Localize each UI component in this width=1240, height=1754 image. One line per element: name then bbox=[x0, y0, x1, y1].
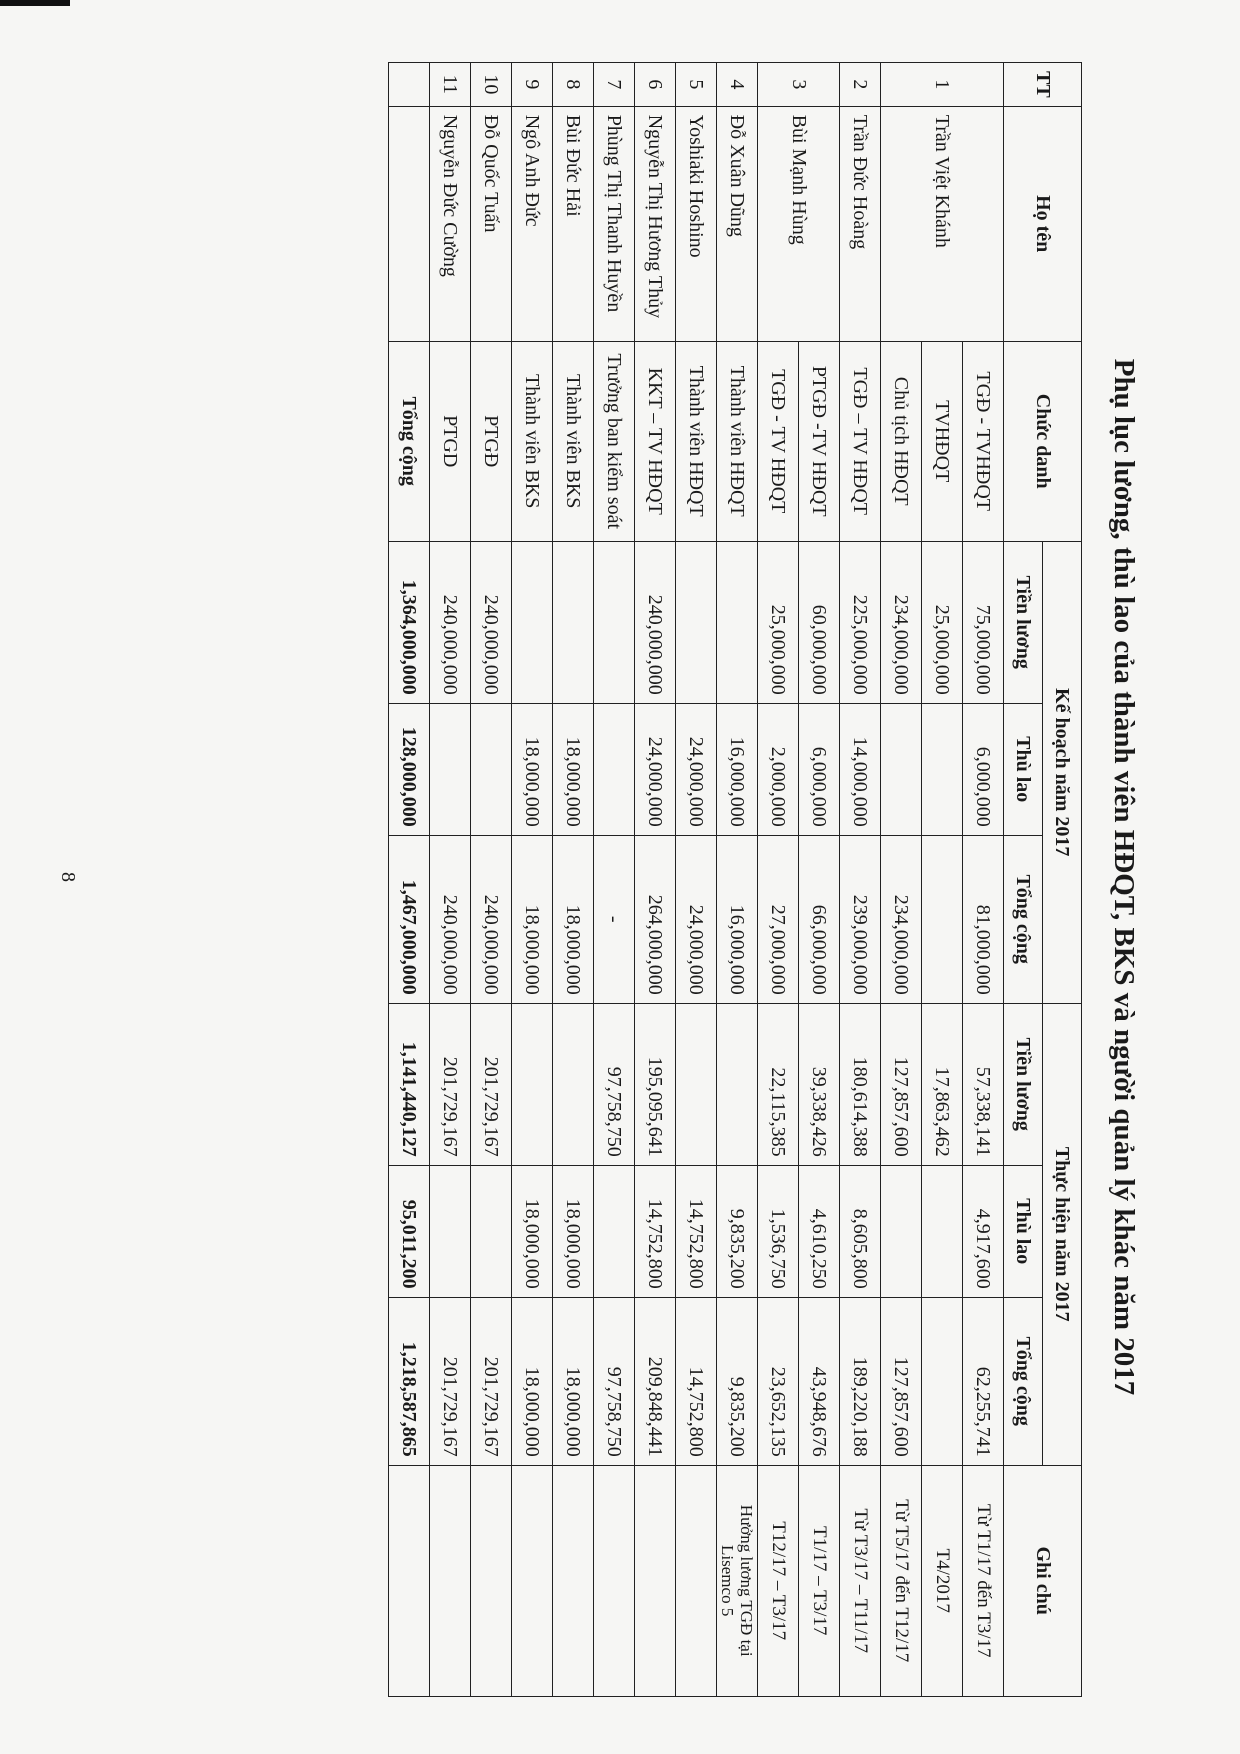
total-plan-salary: 1,364,000,000 bbox=[389, 541, 430, 703]
plan-salary-cell bbox=[594, 541, 635, 703]
plan-remuneration-cell: 18,000,000 bbox=[512, 703, 553, 835]
actual-remuneration-cell: 8,605,800 bbox=[840, 1165, 881, 1297]
row-name: Ngô Anh Đức bbox=[512, 106, 553, 341]
plan-remuneration-cell: 6,000,000 bbox=[799, 703, 840, 835]
plan-salary-cell: 234,000,000 bbox=[881, 541, 922, 703]
actual-salary-cell bbox=[553, 1003, 594, 1165]
plan-total-cell: 264,000,000 bbox=[635, 835, 676, 1003]
plan-remuneration-cell: 2,000,000 bbox=[758, 703, 799, 835]
page-title: Phụ lục lương, thù lao của thành viên HĐQT, BKS và người quản lý khác năm 2017 bbox=[1108, 358, 1140, 1396]
plan-total-cell: 18,000,000 bbox=[553, 835, 594, 1003]
plan-salary-cell: 60,000,000 bbox=[799, 541, 840, 703]
plan-salary-cell: 240,000,000 bbox=[471, 541, 512, 703]
col-tt-header: TT bbox=[1004, 63, 1082, 107]
table-row bbox=[840, 63, 881, 1697]
actual-total-cell: 18,000,000 bbox=[553, 1297, 594, 1465]
note-cell bbox=[430, 1465, 471, 1696]
actual-salary-cell: 97,758,750 bbox=[594, 1003, 635, 1165]
actual-total-cell: 43,948,676 bbox=[799, 1297, 840, 1465]
total-label: Tổng cộng bbox=[389, 341, 430, 541]
total-name-empty bbox=[389, 106, 430, 341]
actual-total-cell bbox=[922, 1297, 963, 1465]
actual-salary-cell bbox=[512, 1003, 553, 1165]
actual-total-cell: 9,835,200 bbox=[717, 1297, 758, 1465]
actual-salary-cell: 127,857,600 bbox=[881, 1003, 922, 1165]
plan-salary-cell: 75,000,000 bbox=[963, 541, 1004, 703]
plan-total-cell bbox=[922, 835, 963, 1003]
actual-remuneration-cell bbox=[594, 1165, 635, 1297]
note-cell bbox=[676, 1465, 717, 1696]
actual-salary-cell: 201,729,167 bbox=[471, 1003, 512, 1165]
row-position: Trưởng ban kiểm soát bbox=[594, 341, 635, 541]
row-tt: 1 bbox=[881, 63, 1004, 107]
row-position: Chủ tịch HĐQT bbox=[881, 341, 922, 541]
plan-remuneration-cell: 14,000,000 bbox=[840, 703, 881, 835]
plan-salary-cell: 240,000,000 bbox=[430, 541, 471, 703]
table-row bbox=[512, 63, 553, 1697]
actual-total-cell: 23,652,135 bbox=[758, 1297, 799, 1465]
plan-salary-cell: 240,000,000 bbox=[635, 541, 676, 703]
plan-remuneration-cell bbox=[430, 703, 471, 835]
note-cell: T12/17 – T3/17 bbox=[758, 1465, 799, 1696]
row-position: TVHĐQT bbox=[922, 341, 963, 541]
row-name: Đỗ Quốc Tuấn bbox=[471, 106, 512, 341]
actual-total-cell: 201,729,167 bbox=[430, 1297, 471, 1465]
actual-total-cell: 201,729,167 bbox=[471, 1297, 512, 1465]
plan-total-cell: 27,000,000 bbox=[758, 835, 799, 1003]
table-row bbox=[430, 63, 471, 1697]
header-row-1 bbox=[1043, 63, 1082, 1697]
total-actual-total: 1,218,587,865 bbox=[389, 1297, 430, 1465]
actual-remuneration-cell: 4,610,250 bbox=[799, 1165, 840, 1297]
row-tt: 4 bbox=[717, 63, 758, 107]
actual-salary-cell: 39,338,426 bbox=[799, 1003, 840, 1165]
row-tt: 7 bbox=[594, 63, 635, 107]
actual-remuneration-cell bbox=[922, 1165, 963, 1297]
col-note-header: Ghi chú bbox=[1004, 1465, 1082, 1696]
page-number: 8 bbox=[57, 872, 79, 882]
row-tt: 10 bbox=[471, 63, 512, 107]
row-name: Trần Việt Khánh bbox=[881, 106, 1004, 341]
plan-total-cell: 239,000,000 bbox=[840, 835, 881, 1003]
note-cell bbox=[512, 1465, 553, 1696]
row-tt: 6 bbox=[635, 63, 676, 107]
plan-total-cell: 24,000,000 bbox=[676, 835, 717, 1003]
salary-table bbox=[388, 62, 1082, 1697]
note-cell: Hưởng lương TGĐ tại Lisemco 5 bbox=[717, 1465, 758, 1696]
actual-salary-cell: 57,338,141 bbox=[963, 1003, 1004, 1165]
plan-remuneration-cell bbox=[471, 703, 512, 835]
plan-salary-cell bbox=[512, 541, 553, 703]
note-cell: T1/17 – T3/17 bbox=[799, 1465, 840, 1696]
actual-remuneration-cell: 9,835,200 bbox=[717, 1165, 758, 1297]
actual-remuneration-cell bbox=[430, 1165, 471, 1297]
note-cell: Từ T1/17 đến T3/17 bbox=[963, 1465, 1004, 1696]
row-name: Yoshiaki Hoshino bbox=[676, 106, 717, 341]
note-cell: Từ T5/17 đến T12/17 bbox=[881, 1465, 922, 1696]
row-name: Bùi Đức Hải bbox=[553, 106, 594, 341]
total-actual-remuneration: 95,011,200 bbox=[389, 1165, 430, 1297]
actual-salary-cell: 22,115,385 bbox=[758, 1003, 799, 1165]
actual-remuneration-cell: 18,000,000 bbox=[512, 1165, 553, 1297]
plan-group-header: Kế hoạch năm 2017 bbox=[1043, 541, 1082, 1003]
table-row bbox=[471, 63, 512, 1697]
col-position-header: Chức danh bbox=[1004, 341, 1082, 541]
table-row bbox=[635, 63, 676, 1697]
plan-total-cell: 234,000,000 bbox=[881, 835, 922, 1003]
actual-remuneration-header: Thù lao bbox=[1004, 1165, 1043, 1297]
row-tt: 8 bbox=[553, 63, 594, 107]
actual-total-cell: 18,000,000 bbox=[512, 1297, 553, 1465]
total-row bbox=[389, 63, 430, 1697]
plan-total-cell: 66,000,000 bbox=[799, 835, 840, 1003]
row-position: PTGĐ bbox=[471, 341, 512, 541]
actual-remuneration-cell bbox=[881, 1165, 922, 1297]
actual-salary-cell: 180,614,388 bbox=[840, 1003, 881, 1165]
plan-remuneration-cell: 6,000,000 bbox=[963, 703, 1004, 835]
plan-remuneration-header: Thù lao bbox=[1004, 703, 1043, 835]
note-cell bbox=[471, 1465, 512, 1696]
plan-salary-cell: 225,000,000 bbox=[840, 541, 881, 703]
row-position: TGĐ - TV HĐQT bbox=[758, 341, 799, 541]
plan-remuneration-cell: 24,000,000 bbox=[676, 703, 717, 835]
row-position: Thành viên HĐQT bbox=[676, 341, 717, 541]
actual-remuneration-cell: 1,536,750 bbox=[758, 1165, 799, 1297]
plan-remuneration-cell bbox=[594, 703, 635, 835]
plan-salary-cell bbox=[717, 541, 758, 703]
row-name: Đỗ Xuân Dũng bbox=[717, 106, 758, 341]
table-row bbox=[717, 63, 758, 1697]
total-tt-empty bbox=[389, 63, 430, 107]
row-position: Thành viên HĐQT bbox=[717, 341, 758, 541]
plan-remuneration-cell bbox=[881, 703, 922, 835]
actual-total-cell: 209,848,441 bbox=[635, 1297, 676, 1465]
note-cell bbox=[635, 1465, 676, 1696]
note-cell bbox=[594, 1465, 635, 1696]
table-row bbox=[799, 63, 840, 1697]
plan-salary-header: Tiền lương bbox=[1004, 541, 1043, 703]
total-plan-total: 1,467,000,000 bbox=[389, 835, 430, 1003]
actual-salary-header: Tiền lương bbox=[1004, 1003, 1043, 1165]
actual-total-cell: 62,255,741 bbox=[963, 1297, 1004, 1465]
actual-salary-cell: 17,863,462 bbox=[922, 1003, 963, 1165]
actual-remuneration-cell: 14,752,800 bbox=[676, 1165, 717, 1297]
plan-total-cell: 240,000,000 bbox=[430, 835, 471, 1003]
row-tt: 5 bbox=[676, 63, 717, 107]
row-position: Thành viên BKS bbox=[553, 341, 594, 541]
plan-salary-cell bbox=[553, 541, 594, 703]
actual-remuneration-cell: 4,917,600 bbox=[963, 1165, 1004, 1297]
row-name: Phùng Thị Thanh Huyền bbox=[594, 106, 635, 341]
actual-group-header: Thực hiện năm 2017 bbox=[1043, 1003, 1082, 1465]
row-tt: 3 bbox=[758, 63, 840, 107]
actual-salary-cell bbox=[676, 1003, 717, 1165]
col-name-header: Họ tên bbox=[1004, 106, 1082, 341]
actual-remuneration-cell bbox=[471, 1165, 512, 1297]
row-tt: 9 bbox=[512, 63, 553, 107]
row-name: Bùi Mạnh Hùng bbox=[758, 106, 840, 341]
plan-salary-cell: 25,000,000 bbox=[758, 541, 799, 703]
plan-remuneration-cell: 16,000,000 bbox=[717, 703, 758, 835]
note-cell: T4/2017 bbox=[922, 1465, 963, 1696]
actual-remuneration-cell: 14,752,800 bbox=[635, 1165, 676, 1297]
plan-total-header: Tổng cộng bbox=[1004, 835, 1043, 1003]
actual-salary-cell bbox=[717, 1003, 758, 1165]
actual-remuneration-cell: 18,000,000 bbox=[553, 1165, 594, 1297]
plan-salary-cell bbox=[676, 541, 717, 703]
actual-total-cell: 14,752,800 bbox=[676, 1297, 717, 1465]
plan-remuneration-cell: 18,000,000 bbox=[553, 703, 594, 835]
actual-salary-cell: 195,095,641 bbox=[635, 1003, 676, 1165]
plan-total-cell: 81,000,000 bbox=[963, 835, 1004, 1003]
note-cell: Từ T3/17 – T11/17 bbox=[840, 1465, 881, 1696]
table-row bbox=[963, 63, 1004, 1697]
row-position: Thành viên BKS bbox=[512, 341, 553, 541]
actual-total-cell: 127,857,600 bbox=[881, 1297, 922, 1465]
row-position: TGĐ - TVHĐQT bbox=[963, 341, 1004, 541]
row-tt: 11 bbox=[430, 63, 471, 107]
total-note-empty bbox=[389, 1465, 430, 1696]
row-name: Nguyễn Thị Hương Thủy bbox=[635, 106, 676, 341]
table-row bbox=[553, 63, 594, 1697]
row-position: PTGĐ -TV HĐQT bbox=[799, 341, 840, 541]
plan-total-cell: 16,000,000 bbox=[717, 835, 758, 1003]
actual-total-cell: 97,758,750 bbox=[594, 1297, 635, 1465]
row-tt: 2 bbox=[840, 63, 881, 107]
table-row bbox=[676, 63, 717, 1697]
row-name: Nguyễn Đức Cường bbox=[430, 106, 471, 341]
plan-remuneration-cell bbox=[922, 703, 963, 835]
plan-total-cell: 240,000,000 bbox=[471, 835, 512, 1003]
row-position: KKT – TV HĐQT bbox=[635, 341, 676, 541]
total-actual-salary: 1,141,440,127 bbox=[389, 1003, 430, 1165]
row-name: Trần Đức Hoàng bbox=[840, 106, 881, 341]
plan-remuneration-cell: 24,000,000 bbox=[635, 703, 676, 835]
row-position: PTGD bbox=[430, 341, 471, 541]
note-cell bbox=[553, 1465, 594, 1696]
plan-salary-cell: 25,000,000 bbox=[922, 541, 963, 703]
total-plan-remuneration: 128,000,000 bbox=[389, 703, 430, 835]
table-row bbox=[594, 63, 635, 1697]
plan-total-cell: 18,000,000 bbox=[512, 835, 553, 1003]
row-position: TGĐ – TV HĐQT bbox=[840, 341, 881, 541]
actual-salary-cell: 201,729,167 bbox=[430, 1003, 471, 1165]
plan-total-cell: - bbox=[594, 835, 635, 1003]
actual-total-cell: 189,220,188 bbox=[840, 1297, 881, 1465]
actual-total-header: Tổng cộng bbox=[1004, 1297, 1043, 1465]
